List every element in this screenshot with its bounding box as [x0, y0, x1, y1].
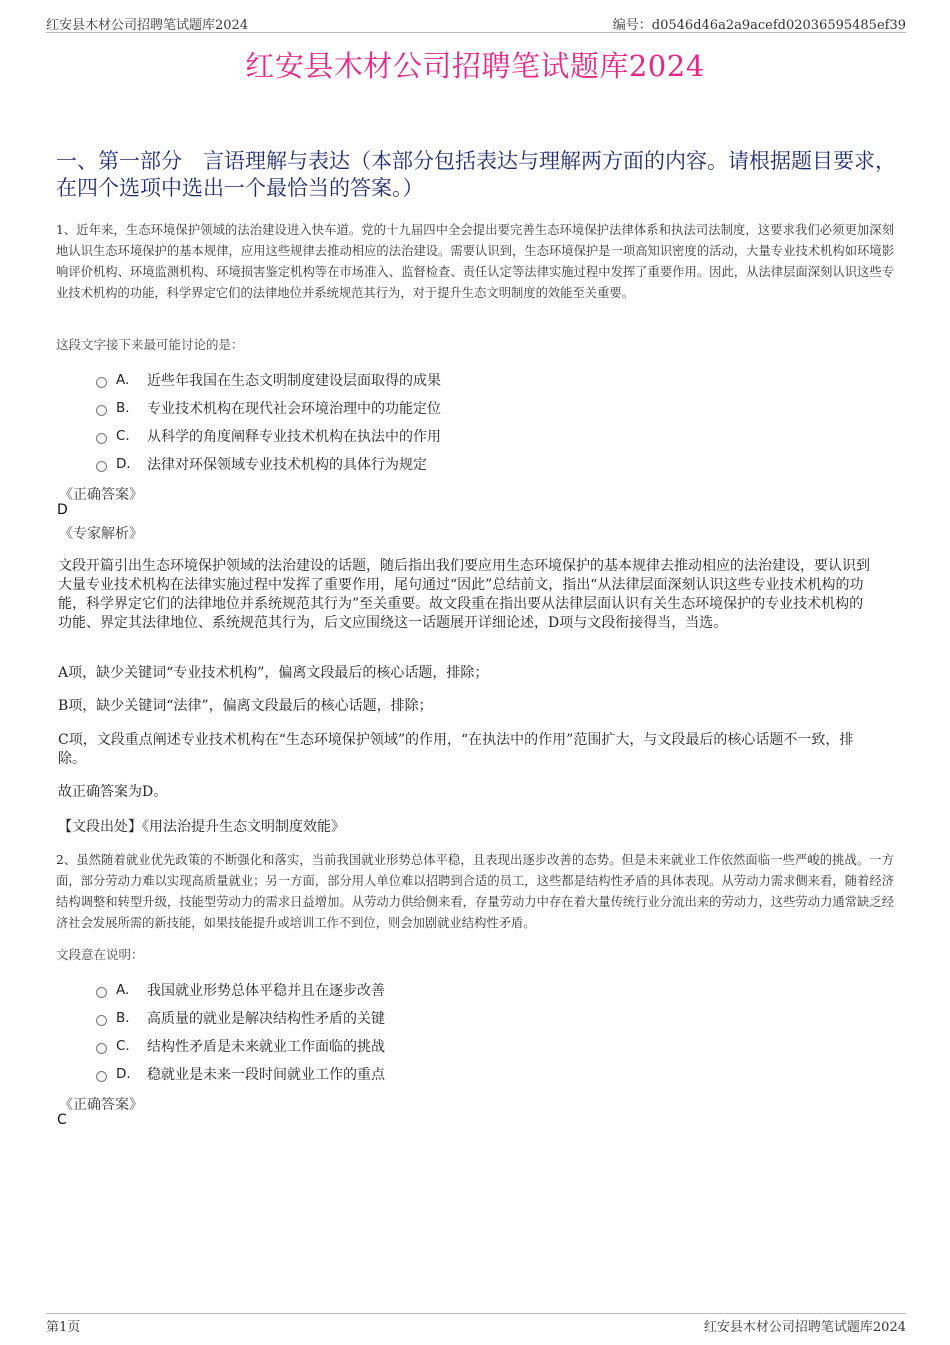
- page-header: [46, 14, 906, 33]
- answer-label: 《正确答案》: [59, 487, 143, 503]
- radio-icon[interactable]: [96, 461, 107, 472]
- answer-value: D: [57, 502, 68, 518]
- option-a[interactable]: A. 我国就业形势总体平稳并且在逐步改善: [96, 976, 385, 1004]
- section-heading: 一、第一部分 言语理解与表达（本部分包括表达与理解两方面的内容。请根据题目要求，在四个选项中选出一个最恰当的答案。）: [56, 149, 896, 200]
- radio-icon[interactable]: [96, 1071, 107, 1082]
- page-footer: [46, 1313, 906, 1334]
- question-1-options: [96, 366, 441, 478]
- analysis-paragraph: B项，缺少关键词“法律”，偏离文段最后的核心话题，排除；: [58, 698, 433, 714]
- option-b[interactable]: B. 专业技术机构在现代社会环境治理中的功能定位: [96, 394, 441, 422]
- question-2-options: [96, 976, 385, 1088]
- option-d[interactable]: D. 法律对环保领域专业技术机构的具体行为规定: [96, 450, 441, 478]
- radio-icon[interactable]: [96, 377, 107, 388]
- option-c[interactable]: C. 结构性矛盾是未来就业工作面临的挑战: [96, 1032, 385, 1060]
- radio-icon[interactable]: [96, 987, 107, 998]
- option-b[interactable]: B. 高质量的就业是解决结构性矛盾的关键: [96, 1004, 385, 1032]
- question-2-text: 2、虽然随着就业优先政策的不断强化和落实，当前我国就业形势总体平稳，且表现出逐步改善的态势。但是未来就业工作依然面临一些严峻的挑战。一方面，部分劳动力难以实现高质量就业；另一方面，部分用人单位难以招聘到合适的员工，这些都是结构性矛盾的具体表现。从劳动力需求侧来看，随着经济结构调整和转型升级，技能型劳动力的需求日益增加。从劳动力供给侧来看，存量劳动力中存在着大量传统行业分流出来的劳动力，这些劳动力通常缺乏经济社会发展所需的新技能，如果技能提升或培训工作不到位，则会加剧就业结构性矛盾。: [56, 853, 894, 930]
- answer-label: 《正确答案》: [59, 1097, 143, 1113]
- radio-icon[interactable]: [96, 1015, 107, 1026]
- question-2-prompt: 文段意在说明：: [56, 947, 144, 962]
- analysis-paragraph: 文段开篇引出生态环境保护领域的法治建设的话题，随后指出我们要应用生态环境保护的基本规律去推动相应的法治建设，要认识到大量专业技术机构在法律实施过程中发挥了重要作用，尾句通过“因此”总结前文，指出“从法律层面深刻认识这些专业技术机构的功能，科学界定它们的法律地位并系统规范其行为”至关重要。故文段重在指出要从法律层面认识有关生态环境保护的专业技术机构的功能、界定其法律地位、系统规范其行为，后文应围绕这一话题展开详细论述，D项与文段衔接得当，当选。: [58, 558, 870, 631]
- analysis-paragraph: C项，文段重点阐述专业技术机构在“生态环境保护领域”的作用，“在执法中的作用”范围扩大，与文段最后的核心话题不一致，排除。: [58, 732, 854, 767]
- radio-icon[interactable]: [96, 1043, 107, 1054]
- question-1-text: 1、近年来，生态环境保护领域的法治建设进入快车道。党的十九届四中全会提出要完善生态环境保护法律体系和执法司法制度，这要求我们必须更加深刻地认识生态环境保护的基本规律，应用这些规律去推动相应的法治建设。需要认识到，生态环境保护是一项高知识密度的活动，大量专业技术机构如环境影响评价机构、环境监测机构、环境损害鉴定机构等在市场准入、监督检查、责任认定等法律实施过程中发挥了重要作用。因此，从法律层面深刻认识这些专业技术机构的功能，科学界定它们的法律地位并系统规范其行为，对于提升生态文明制度的效能至关重要。: [56, 223, 894, 300]
- header-doc-id: 编号：d0546d46a2a9acefd02036595485ef39: [612, 18, 906, 33]
- option-a[interactable]: A. 近些年我国在生态文明制度建设层面取得的成果: [96, 366, 441, 394]
- question-1-prompt: 这段文字接下来最可能讨论的是：: [56, 337, 244, 352]
- option-d[interactable]: D. 稳就业是未来一段时间就业工作的重点: [96, 1060, 385, 1088]
- header-doc-title: 红安县木材公司招聘笔试题库2024: [46, 18, 249, 33]
- page-number: 第1页: [46, 1320, 81, 1335]
- radio-icon[interactable]: [96, 405, 107, 416]
- analysis-label: 《专家解析》: [59, 526, 143, 542]
- answer-value: C: [57, 1112, 67, 1128]
- analysis-conclusion: 故正确答案为D。: [58, 784, 168, 800]
- analysis-paragraph: A项，缺少关键词“专业技术机构”，偏离文段最后的核心话题，排除；: [58, 665, 489, 681]
- option-c[interactable]: C. 从科学的角度阐释专业技术机构在执法中的作用: [96, 422, 441, 450]
- footer-doc-title: 红安县木材公司招聘笔试题库2024: [703, 1320, 906, 1335]
- radio-icon[interactable]: [96, 433, 107, 444]
- text-source: 【文段出处】《用法治提升生态文明制度效能》: [58, 819, 345, 835]
- page-title: 红安县木材公司招聘笔试题库2024: [245, 49, 705, 83]
